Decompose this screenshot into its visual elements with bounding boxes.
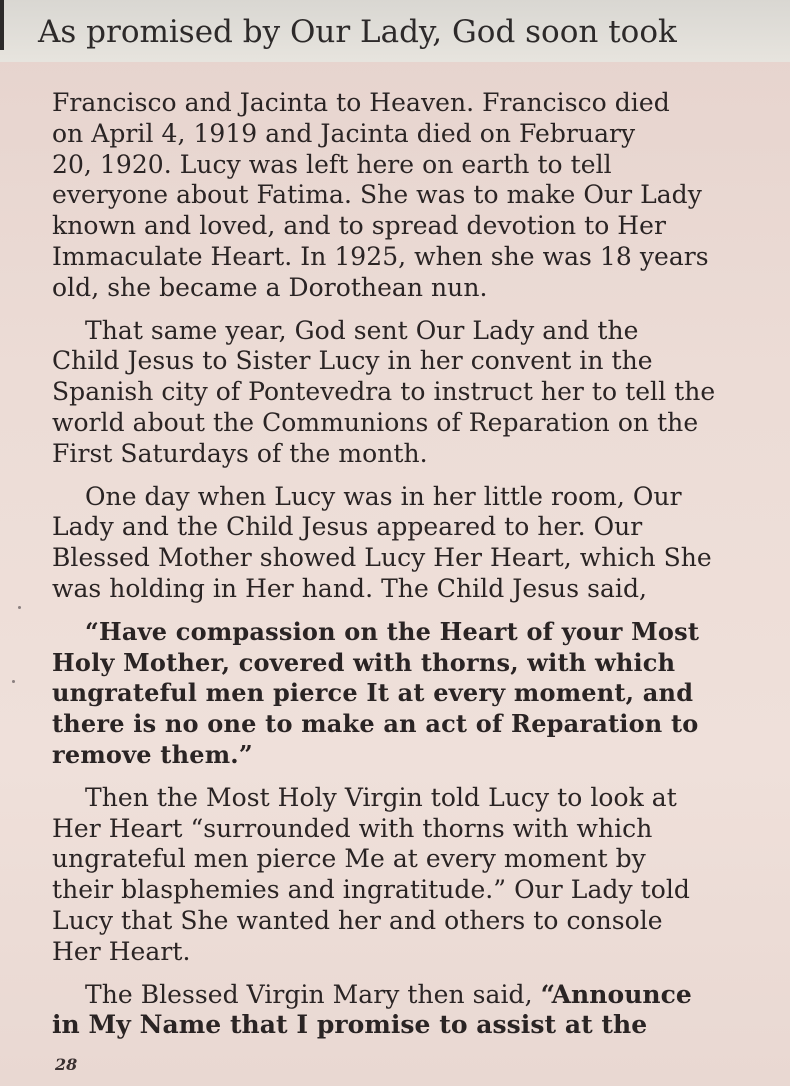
text-line: That same year, God sent Our Lady and the (85, 315, 639, 345)
page-speck (12, 680, 15, 683)
text-line: Lucy that She wanted her and others to console (52, 905, 663, 935)
paragraph-5 (52, 783, 774, 968)
text-line: Blessed Mother showed Lucy Her Heart, which She (52, 543, 712, 573)
quote-paragraph (52, 617, 774, 771)
text-line: Lady and the Child Jesus appeared to her. Our (52, 512, 643, 542)
text-line (52, 980, 774, 1011)
text-line: First Saturdays of the month. (52, 438, 428, 468)
body-text (52, 88, 774, 1053)
page-number: 28 (55, 1055, 78, 1074)
text-line: Immaculate Heart. In 1925, when she was 18 years (52, 241, 709, 271)
text-line: ungrateful men pierce Me at every moment by (52, 844, 646, 874)
text-line: Her Heart “surrounded with thorns with which (52, 813, 653, 843)
paragraph-3 (52, 482, 774, 605)
text-line: Child Jesus to Sister Lucy in her convent in the (52, 346, 653, 376)
text-line: on April 4, 1919 and Jacinta died on February (52, 118, 636, 148)
text-line: old, she became a Dorothean nun. (52, 272, 488, 302)
text-bold: “Announce (540, 979, 692, 1009)
text-line: One day when Lucy was in her little room, Our (85, 481, 682, 511)
paragraph-2 (52, 316, 774, 470)
quote-line: Holy Mother, covered with thorns, with which (52, 647, 676, 677)
paragraph-1 (52, 88, 774, 304)
quote-line: remove them.” (52, 739, 253, 769)
page-speck (18, 606, 21, 609)
text-line: known and loved, and to spread devotion to Her (52, 211, 667, 241)
quote-line: “Have compassion on the Heart of your Most (85, 616, 700, 646)
text-line-bold: in My Name that I promise to assist at the (52, 1010, 648, 1040)
quote-line: there is no one to make an act of Reparation to (52, 709, 699, 739)
text-line: world about the Communions of Reparation on the (52, 407, 699, 437)
paragraph-6 (52, 980, 774, 1042)
text-line: Francisco and Jacinta to Heaven. Francisco died (52, 88, 670, 117)
text-line: Spanish city of Pontevedra to instruct her to tell the (52, 377, 716, 407)
text-regular: The Blessed Virgin Mary then said, (85, 979, 541, 1009)
text-line: everyone about Fatima. She was to make Our Lady (52, 180, 702, 210)
text-line: Her Heart. (52, 936, 191, 966)
top-heading-line: As promised by Our Lady, God soon took (38, 14, 677, 50)
text-line: 20, 1920. Lucy was left here on earth to tell (52, 149, 612, 179)
text-line: Then the Most Holy Virgin told Lucy to look at (85, 782, 677, 812)
quote-line: ungrateful men pierce It at every moment, and (52, 678, 694, 708)
text-line: their blasphemies and ingratitude.” Our Lady told (52, 875, 690, 905)
text-line: was holding in Her hand. The Child Jesus said, (52, 573, 648, 603)
page-edge-shadow (0, 0, 4, 50)
